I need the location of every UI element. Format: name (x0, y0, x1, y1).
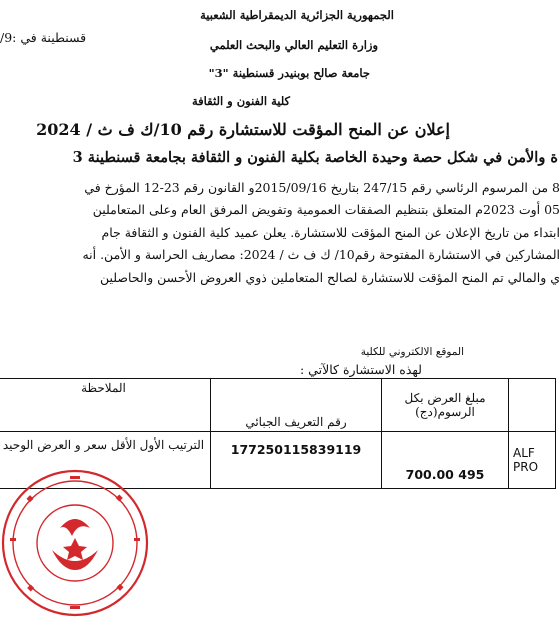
bidder-name-line: ALF (513, 446, 535, 460)
paragraph-line: 05 أوت 2023م المتعلق بتنظيم الصفقات العمومية وتفويض المرفق العام وعلى المتعاملين (92, 202, 560, 217)
announcement-subtitle: ة والأمن في شكل حصة وحيدة الخاصة بكلية الفنون و الثقافة بجامعة قسنطينة 3 (72, 149, 558, 166)
paragraph-line: ابتداء من تاريخ الإعلان عن المنح المؤقت للاستشارة. يعلن عميد كلية الفنون و الثقافة جام (101, 225, 560, 240)
paragraph-line: ي والمالي تم المنح المؤقت للاستشارة لصالح المتعاملين ذوي العروض الأحسن والحاصلين (99, 270, 560, 285)
bidder-name-line: PRO (513, 460, 539, 474)
stamp-glyph (10, 538, 16, 541)
table-header-row (0, 379, 556, 432)
stamp-emblem-star (63, 538, 87, 560)
stamp-glyph (116, 584, 123, 591)
website-note: الموقع الالكتروني للكلية (360, 346, 464, 358)
header-university: جامعة صالح بوبنيدر قسنطينة "3" (208, 66, 370, 80)
remark-header: الملاحظة (0, 379, 211, 432)
tax-id-header: رقم التعريف الجبائي (211, 379, 382, 432)
header-faculty: كلية الفنون و الثقافة (191, 94, 290, 108)
header-place-date: قسنطينة في :9/ (0, 30, 87, 45)
stamp-glyph (116, 494, 123, 501)
stamp-glyph (27, 584, 34, 591)
header-ministry: وزارة التعليم العالي والبحث العلمي (209, 38, 378, 52)
remark-cell: الترتيب الأول الأقل سعر و العرض الوحيد (0, 432, 211, 489)
tax-id-cell: 177250115839119 (211, 432, 382, 489)
header-republic: الجمهورية الجزائرية الديمقراطية الشعبية (200, 8, 394, 22)
result-intro: لهذه الاستشارة كالآتي : (300, 362, 422, 377)
stamp-glyph (26, 495, 33, 502)
official-stamp (0, 458, 160, 628)
stamp-glyph (70, 606, 80, 609)
announcement-title: إعلان عن المنح المؤقت للاستشارة رقم 10/ك ف ث / 2024 (36, 120, 450, 139)
paragraph-line: المشاركين في الاستشارة المفتوحة رقم10/ ك ف ث / 2024: مصاريف الحراسة و الأمن. أنه (82, 247, 560, 262)
stamp-emblem-top (60, 519, 90, 536)
stamp-glyph (134, 538, 140, 541)
amount-cell: 495 700.00 (382, 432, 509, 489)
amount-header: مبلغ العرض بكل الرسوم(دج) (382, 379, 509, 432)
paragraph-line: 8 من المرسوم الرئاسي رقم 247/15 بتاريخ 2015/09/16و القانون رقم 23-12 المؤرخ في (84, 180, 560, 195)
bidder-name-cell (509, 432, 556, 489)
bidder-header-cell (509, 379, 556, 432)
stamp-glyph (70, 476, 80, 479)
